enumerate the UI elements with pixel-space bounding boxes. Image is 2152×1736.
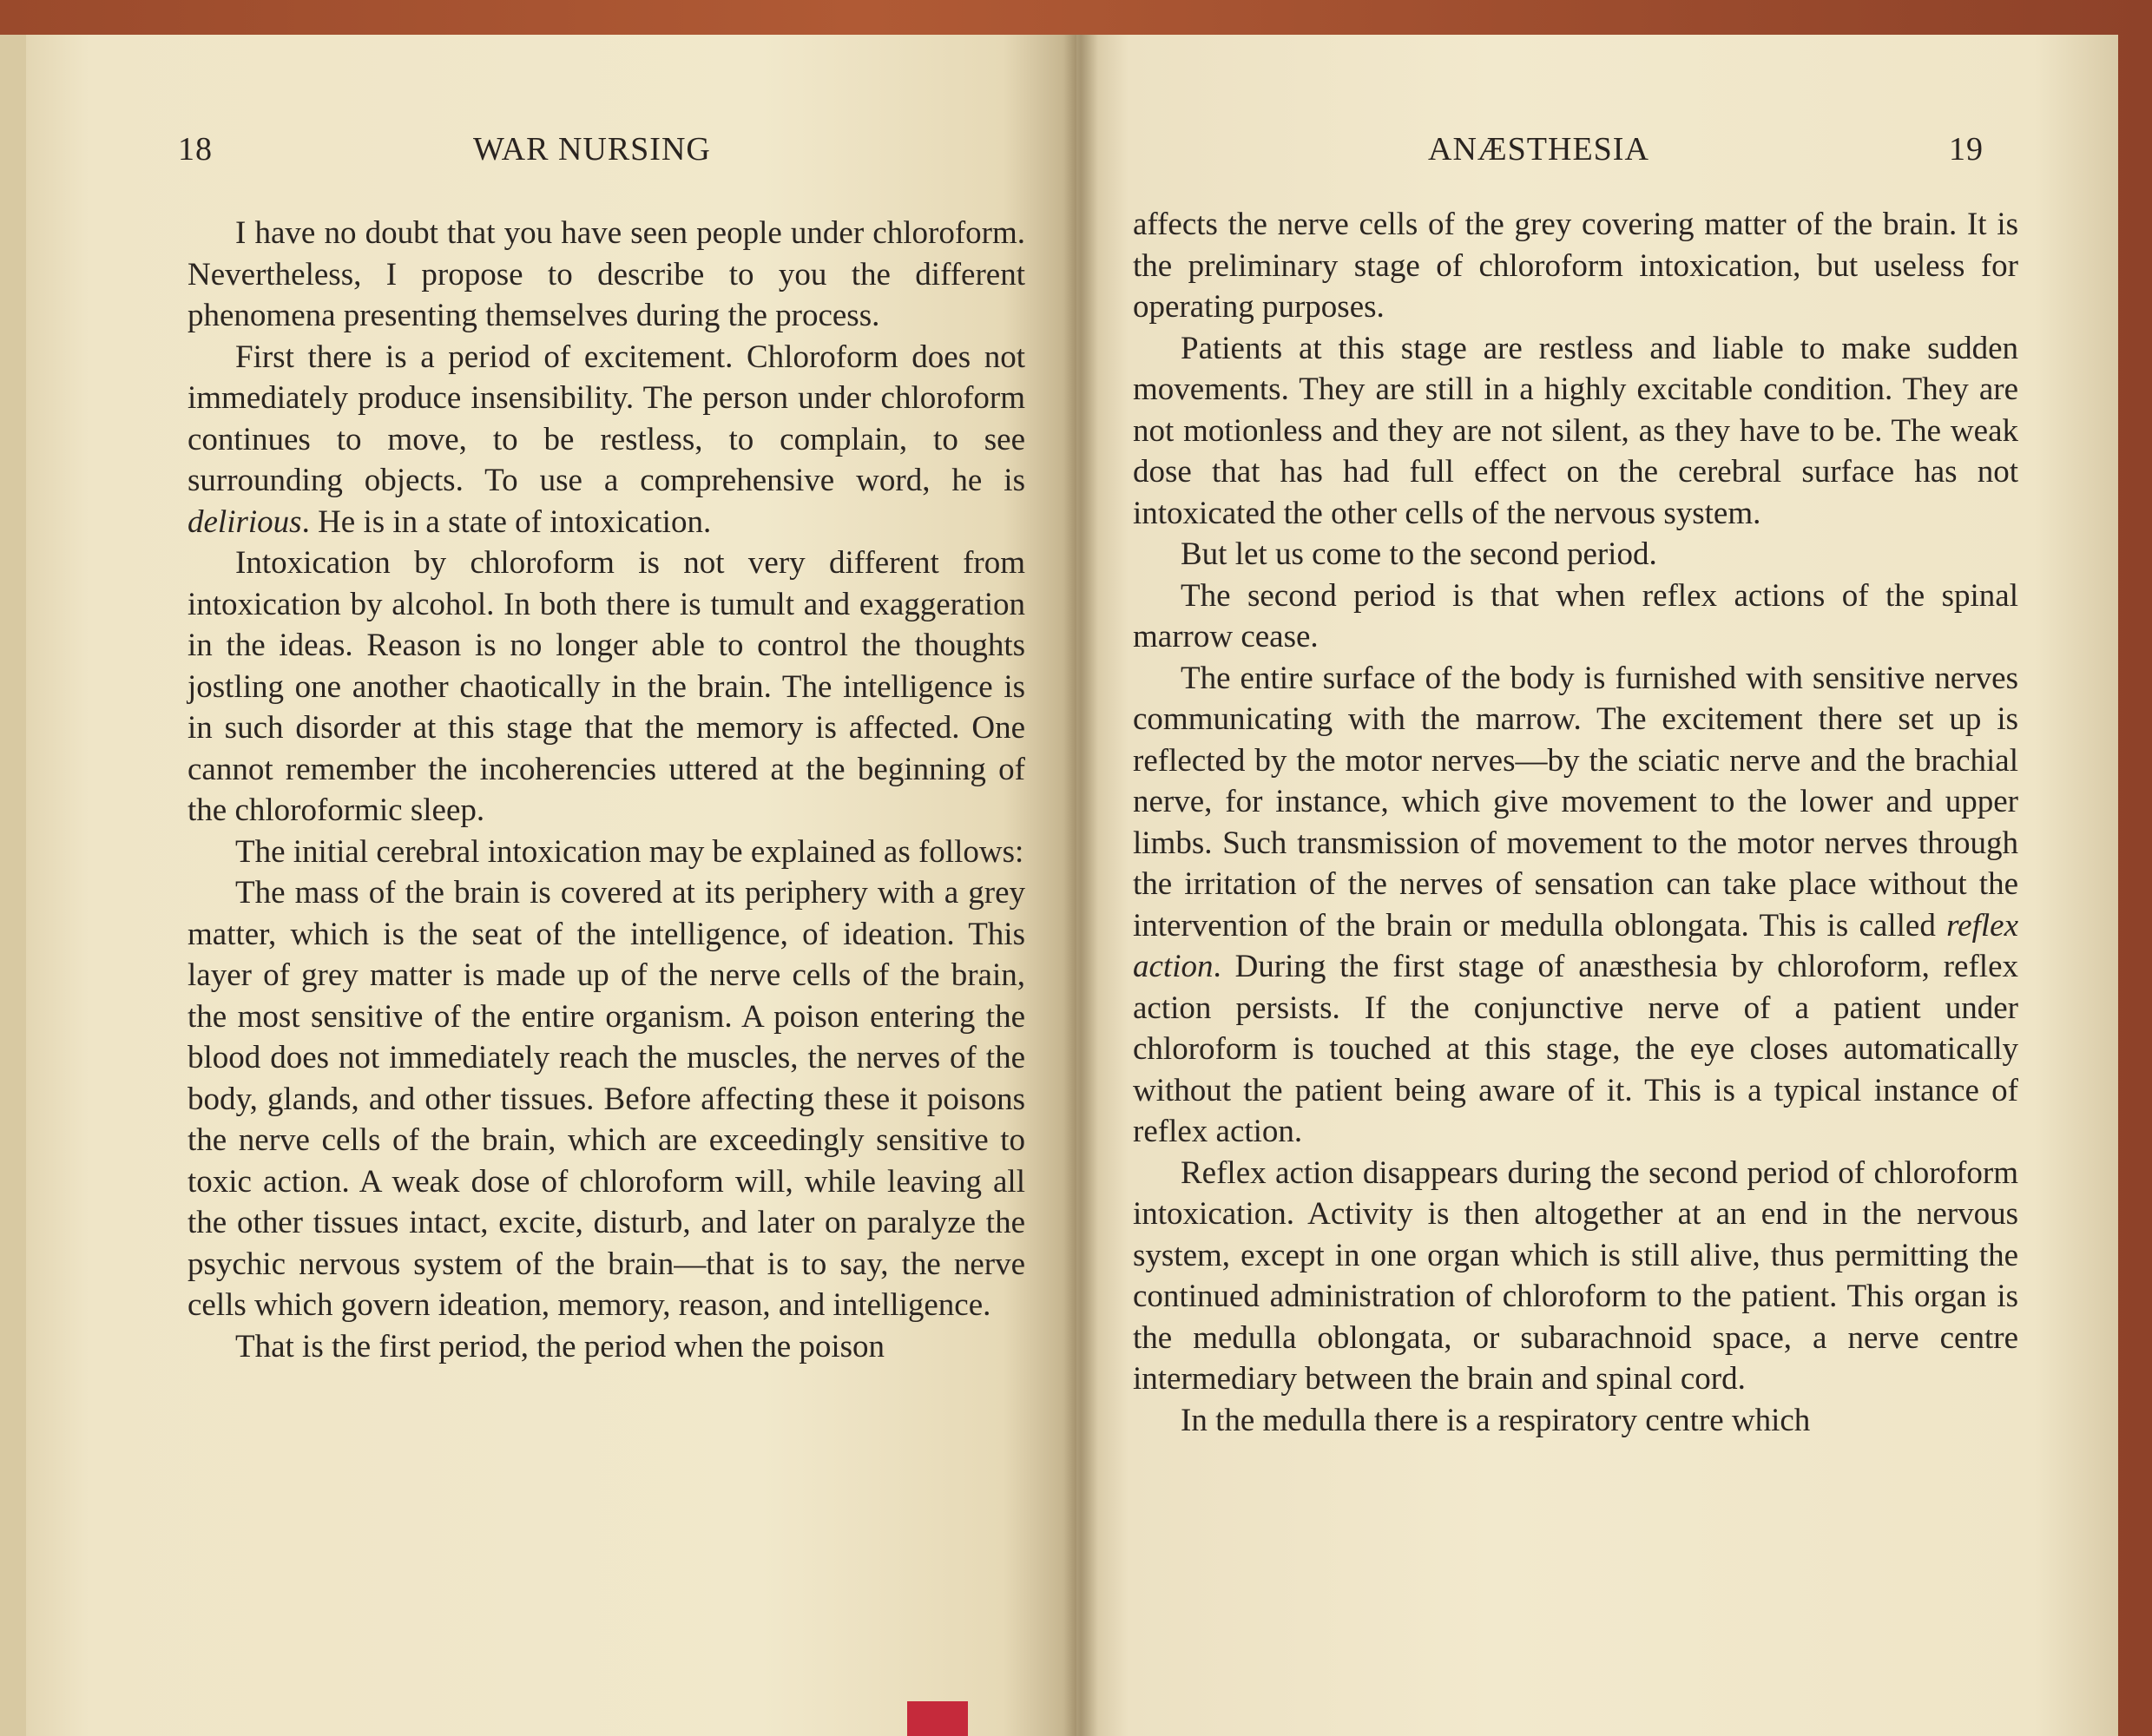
paragraph: [188, 542, 1025, 832]
paragraph: [1133, 1400, 2018, 1442]
paragraph-text: The second period is that when reflex actions of the spinal marrow cease.: [1133, 577, 2018, 654]
left-page: [0, 35, 1076, 1736]
page-number-right: 19: [1949, 131, 1984, 168]
right-page-body: [1133, 204, 2018, 1441]
paragraph-text: I have no doubt that you have seen people under chloroform. Nevertheless, I propose to describe to you the different phenomena presenting themselves during the process.: [188, 215, 1025, 333]
open-book: [0, 17, 2136, 1736]
paragraph-text: Intoxication by chloroform is not very different from intoxication by alcohol. In both there is tumult and exaggeration in the ideas. Reason is no longer able to control the thoughts jostling one another chaotically in the brain. The intelligence is in such disorder at this stage that the memory is affected. One cannot remember the incoherencies uttered at the beginning of the chloroformic sleep.: [188, 545, 1025, 828]
paragraph-text: The entire surface of the body is furnished with sensitive nerves communicating with the marrow. The excitement there set up is reflected by the motor nerves—by the sciatic nerve and the brachial nerve, for instance, which give movement to the lower and upper limbs. Such transmission of movement to the motor nerves through the irritation of the nerves of sensation can take place without the intervention of the brain or medulla oblongata. This is called: [1133, 660, 2018, 944]
paragraph-text: In the medulla there is a respiratory centre which: [1181, 1402, 1811, 1438]
paragraph-text: . During the first stage of anæsthesia by chloroform, reflex action persists. If the conjunctive nerve of a patient under chloroform is touched at this stage, the eye closes automatically without the patient being aware of it. This is a typical instance of reflex action.: [1133, 949, 2018, 1149]
paragraph: [1133, 1153, 2018, 1400]
emphasis-text: reflex action: [1133, 907, 2018, 984]
paragraph: [188, 213, 1025, 337]
paragraph-text: Reflex action disappears during the second period of chloroform intoxication. Activity is then altogether at an end in the nervous system, except in one organ which is still alive, thus permitting the continued administration of chloroform to the patient. This organ is the medulla oblongata, or subarachnoid space, a nerve centre intermediary between the brain and spinal cord.: [1133, 1154, 2018, 1397]
paragraph: [188, 337, 1025, 543]
paragraph-text: affects the nerve cells of the grey covering matter of the brain. It is the preliminary stage of chloroform intoxication, but useless for operating purposes.: [1133, 207, 2018, 325]
paragraph-text: The initial cerebral intoxication may be explained as follows:: [235, 833, 1024, 870]
paragraph: [188, 1326, 1025, 1368]
running-head-left: WAR NURSING: [473, 131, 711, 168]
paragraph-text: But let us come to the second period.: [1181, 536, 1657, 572]
paragraph: [1133, 575, 2018, 658]
paragraph: [1133, 534, 2018, 575]
paragraph: [1133, 204, 2018, 328]
page-number-left: 18: [178, 131, 213, 168]
paragraph-text: The mass of the brain is covered at its periphery with a grey matter, which is the seat of the intelligence, of ideation. This layer of grey matter is made up of the nerve cells of the brain, the most sensitive of the entire organism. A poison entering the blood does not immediately reach the muscles, the nerves of the body, glands, and other tissues. Before affecting these it poisons the nerve cells of the brain, which are exceedingly sensitive to toxic action. A weak dose of chloroform will, while leaving all the other tissues intact, excite, disturb, and later on paralyze the psychic nervous system of the brain—that is to say, the nerve cells which govern ideation, memory, reason, and intelligence.: [188, 875, 1025, 1323]
paragraph-text: . He is in a state of intoxication.: [301, 503, 712, 540]
paragraph-text: That is the first period, the period when the poison: [235, 1328, 885, 1364]
bookmark-ribbon: [907, 1701, 968, 1736]
right-page: [1076, 35, 2118, 1736]
paragraph-text: First there is a period of excitement. Chloroform does not immediately produce insensibility. The person under chloroform continues to move, to be restless, to complain, to see surrounding objects. To use a comprehensive word, he is: [188, 339, 1025, 498]
paragraph: [188, 832, 1025, 873]
paragraph: [1133, 658, 2018, 1153]
left-page-body: [188, 213, 1025, 1367]
paragraph: [1133, 328, 2018, 535]
book-gutter: [1063, 35, 1098, 1736]
paragraph: [188, 872, 1025, 1326]
emphasis-text: delirious: [188, 503, 302, 540]
paragraph-text: Patients at this stage are restless and liable to make sudden movements. They are still in a highly excitable condition. They are not motionless and they are not silent, as they have to be. The weak dose that has had full effect on the cerebral surface has not intoxicated the other cells of the nervous system.: [1133, 330, 2018, 531]
running-head-right: ANÆSTHESIA: [1428, 131, 1649, 168]
